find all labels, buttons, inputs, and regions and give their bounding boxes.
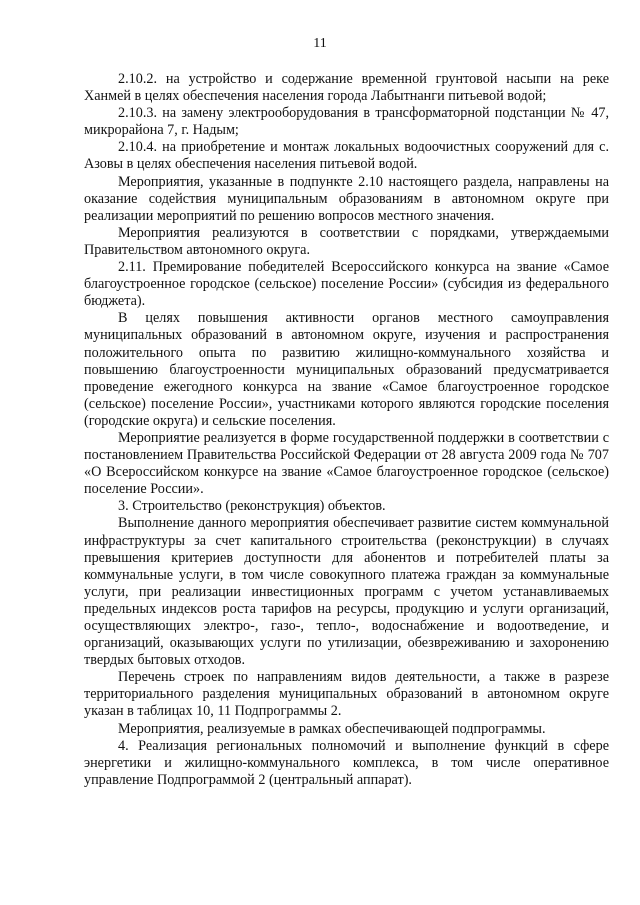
paragraph-2-10-2: 2.10.2. на устройство и содержание временной грунтовой насыпи на реке Ханмей в целях обеспечения населения города Лабытнанги питьевой водой; — [84, 71, 609, 105]
paragraph-2-10-3: 2.10.3. на замену электрооборудования в трансформаторной подстанции № 47, микрорайона 7, г. Надым; — [84, 105, 609, 139]
page-number: 11 — [313, 36, 327, 51]
paragraph-section-3-heading: 3. Строительство (реконструкция) объектов. — [118, 498, 386, 515]
paragraph-measures-2-10: Мероприятия, указанные в подпункте 2.10 настоящего раздела, направлены на оказание содействия муниципальным образованиям в автономном округе при реализации мероприятий по решению вопросов местного значения. — [84, 173, 609, 224]
paragraph-implementation-order: Мероприятия реализуются в соответствии с порядками, утверждаемыми Правительством автономного округа. — [84, 224, 609, 258]
paragraph-contest-purpose: В целях повышения активности органов местного самоуправления муниципальных образований в автономном округе, изучения и распространения положительного опыта по развитию жилищно-коммунального хозяйства и повышению благоустроенности муниципальных образований предусматривается проведение ежегодного конкурса на звание «Самое благоустроенное городское (сельское) поселение России», участниками которого являются городские поселения (городские округа) и сельские поселения. — [84, 310, 609, 429]
paragraph-section-4: 4. Реализация региональных полномочий и выполнение функций в сфере энергетики и жилищно-коммунального комплекса, в том числе оперативное управление Подпрограммой 2 (центральный аппарат). — [84, 737, 609, 788]
paragraph-infrastructure-development: Выполнение данного мероприятия обеспечивает развитие систем коммунальной инфраструктуры за счет капитального строительства (реконструкции) в случаях превышения критериев доступности для абонентов и потребителей платы за коммунальные услуги, в том числе совокупного платежа граждан за коммунальные услуги, при реализации инвестиционных программ с учетом устанавливаемых предельных индексов роста тарифов на ресурсы, продукцию и услуги организаций, осуществляющих электро-, газо-, тепло-, водоснабжение и водоотведение, и организаций, оказывающих услуги по утилизации, обезвреживанию и захоронению твердых бытовых отходов. — [84, 515, 609, 669]
paragraph-2-10-4: 2.10.4. на приобретение и монтаж локальных водоочистных сооружений для с. Азовы в целях обеспечения населения питьевой водой. — [84, 139, 609, 173]
document-body — [84, 71, 609, 789]
paragraph-contest-support: Мероприятие реализуется в форме государственной поддержки в соответствии с постановлением Правительства Российской Федерации от 28 августа 2009 года № 707 «О Всероссийском конкурсе на звание «Самое благоустроенное городское (сельское) поселение России». — [84, 429, 609, 498]
paragraph-2-11: 2.11. Премирование победителей Всероссийского конкурса на звание «Самое благоустроенное городское (сельское) поселение России» (субсидия из федерального бюджета). — [84, 259, 609, 310]
paragraph-construction-list: Перечень строек по направлениям видов деятельности, а также в разрезе территориального разделения муниципальных образований в автономном округе указан в таблицах 10, 11 Подпрограммы 2. — [84, 669, 609, 720]
paragraph-supporting-subprogram: Мероприятия, реализуемые в рамках обеспечивающей подпрограммы. — [118, 720, 546, 737]
